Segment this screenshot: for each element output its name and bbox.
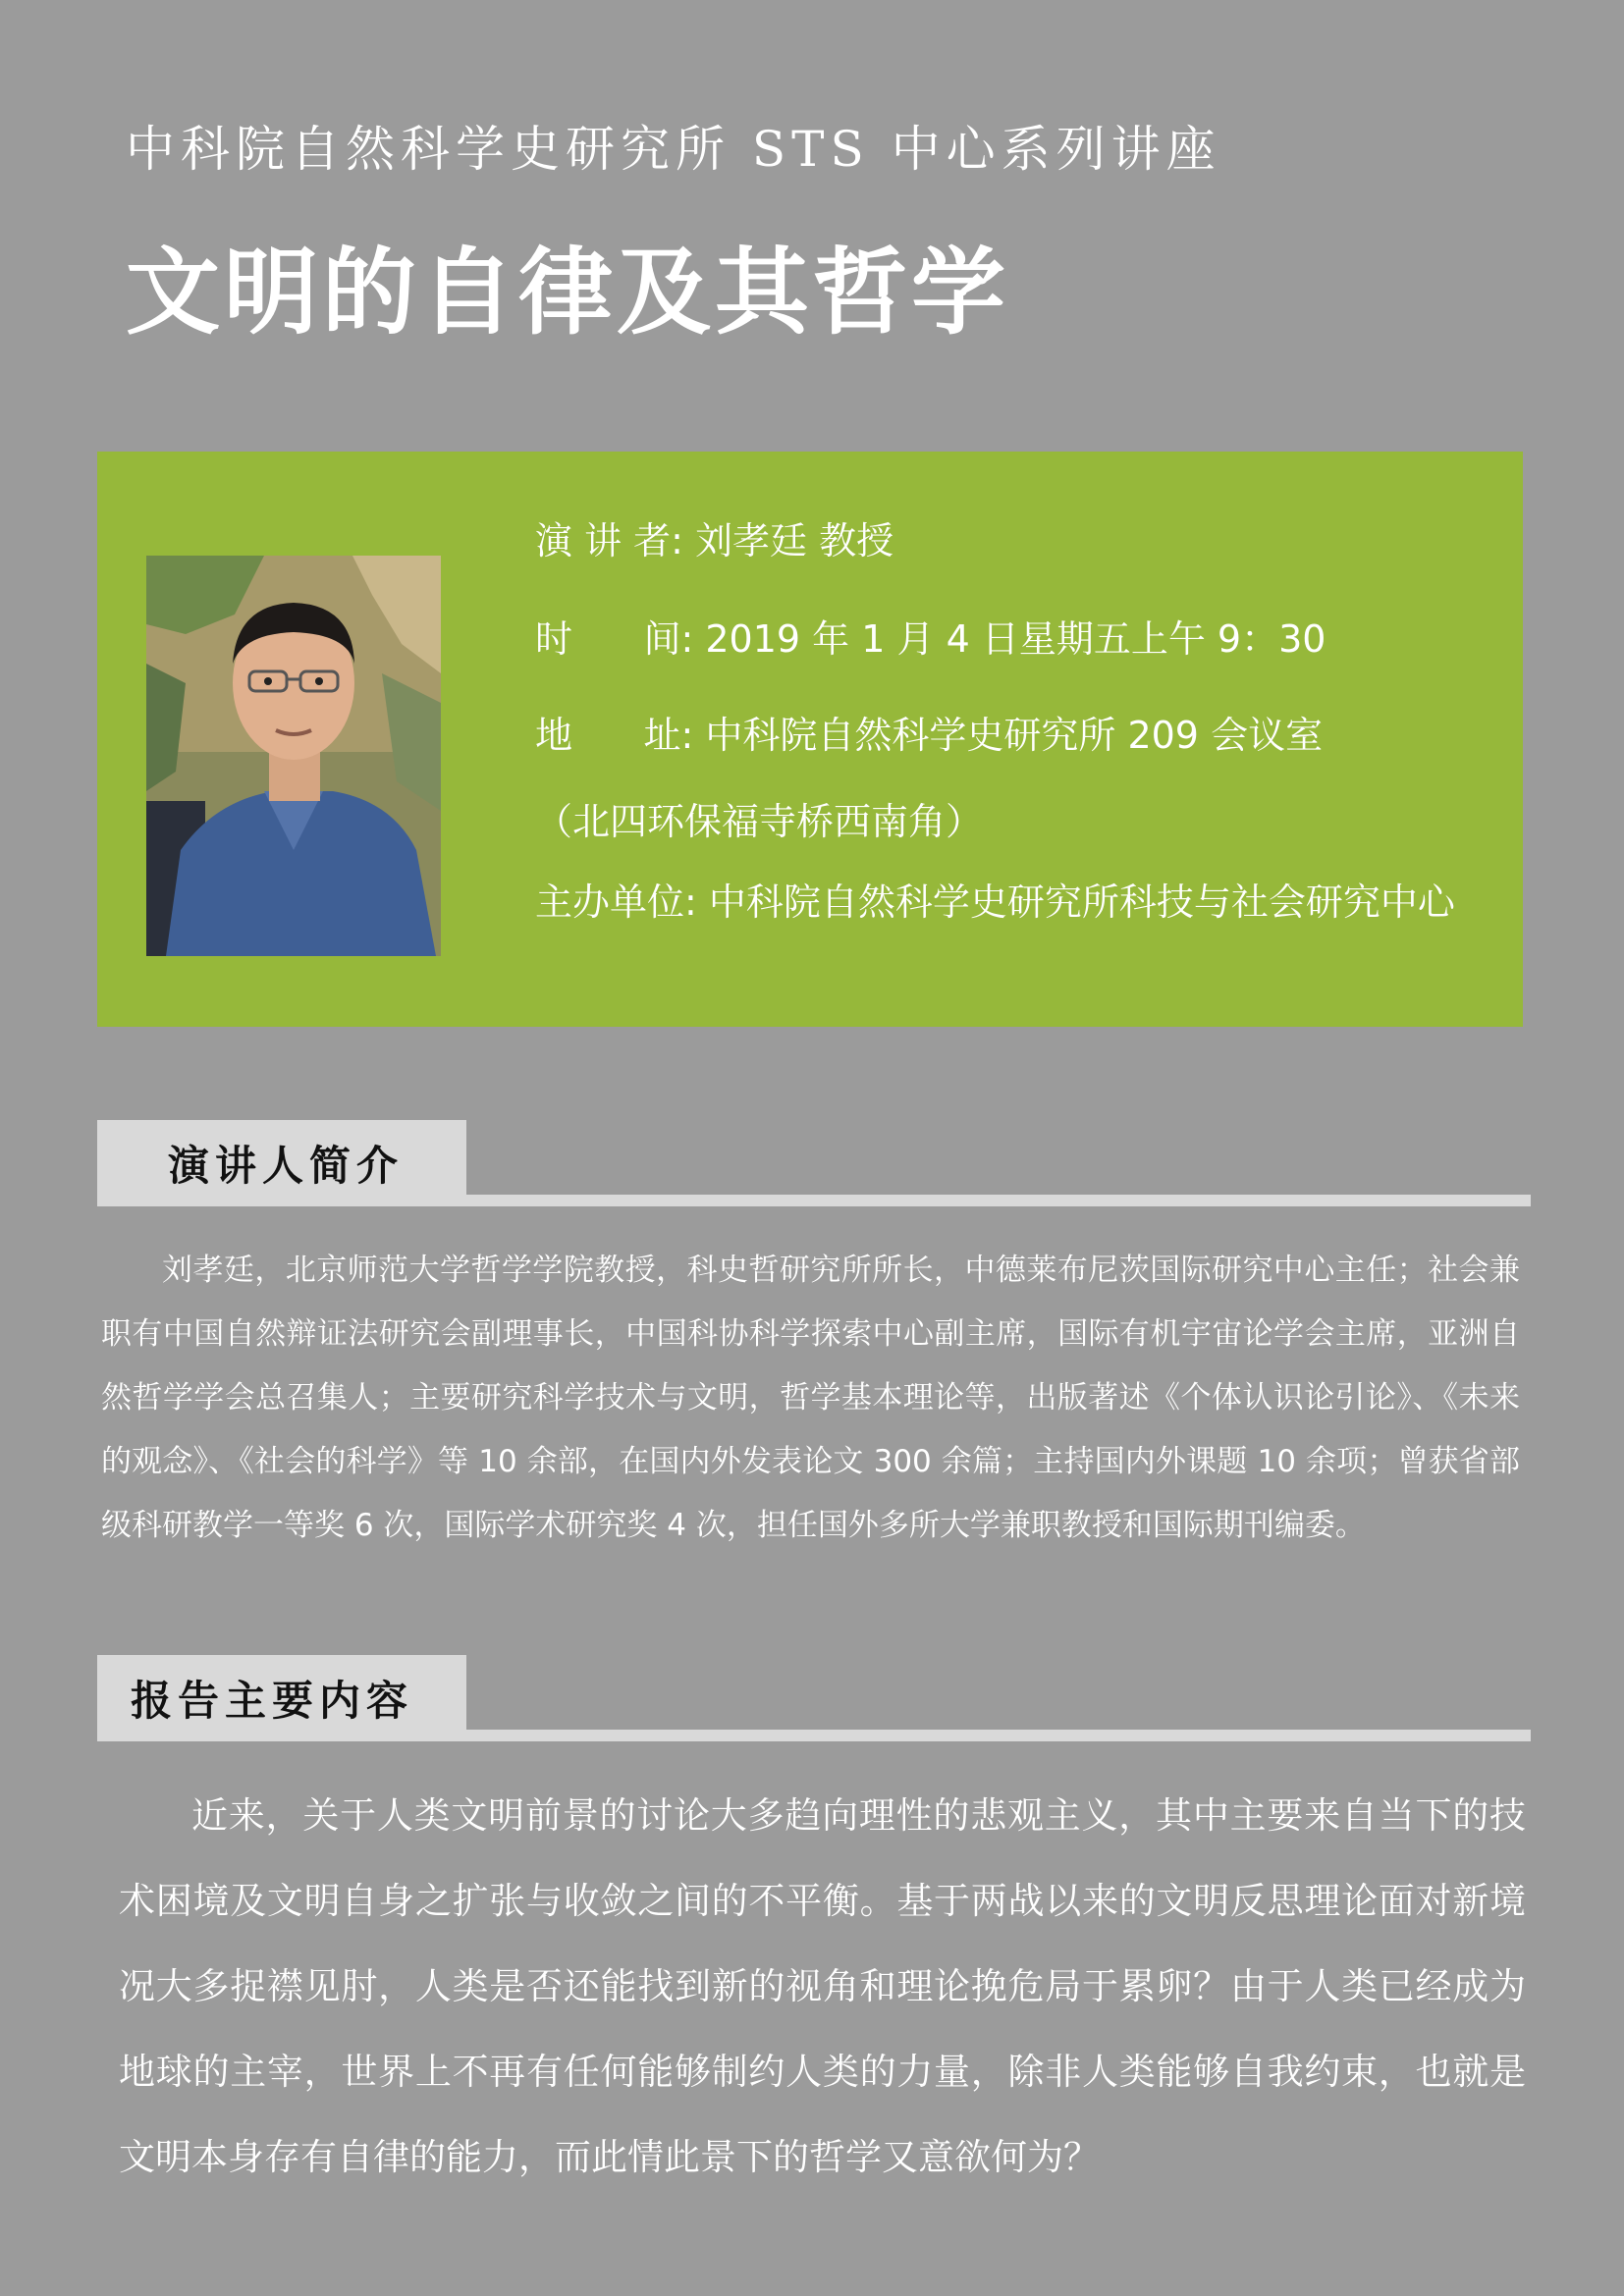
host-value: 中科院自然科学史研究所科技与社会研究中心 [708,881,1455,924]
place-label: 地 址: [535,714,694,757]
speaker-bio [101,1239,1520,1558]
time-label: 时 间: [535,617,694,661]
place-value: 中科院自然科学史研究所 209 会议室 [705,714,1324,757]
content-section-divider [466,1730,1531,1741]
lecture-series-subtitle: 中科院自然科学史研究所 STS 中心系列讲座 [126,121,1221,178]
time-row [535,617,1326,661]
bio-section-divider [466,1195,1531,1206]
lecture-title: 文明的自律及其哲学 [126,238,1009,347]
lecture-info-panel [97,452,1523,1027]
host-row [535,881,1455,924]
speaker-row [535,519,894,562]
speaker-bio-text: 刘孝廷，北京师范大学哲学学院教授，科史哲研究所所长，中德莱布尼茨国际研究中心主任；社会兼职有中国自然辩证法研究会副理事长，中国科协科学探索中心副主席，国际有机宇宙论学会主席，亚洲自然哲学学会总召集人；主要研究科学技术与文明，哲学基本理论等，出版著述《个体认识论引论》、《未来的观念》、《社会的科学》等 10 余部，在国内外发表论文 300 余篇；主持国内外课题 10 余项；曾获省部级科研教学一等奖 6 次，国际学术研究奖 4 次，担任国外多所大学兼职教授和国际期刊编委。 [101,1253,1520,1543]
speaker-label: 演 讲 者: [535,519,683,562]
host-label: 主办单位: [535,881,697,924]
lecture-abstract-text: 近来，关于人类文明前景的讨论大多趋向理性的悲观主义，其中主要来自当下的技术困境及文明自身之扩张与收敛之间的不平衡。基于两战以来的文明反思理论面对新境况大多捉襟见肘，人类是否还能找到新的视角和理论挽危局于累卵？由于人类已经成为地球的主宰，世界上不再有任何能够制约人类的力量，除非人类能够自我约束，也就是文明本身存有自律的能力，而此情此景下的哲学又意欲何为？ [119,1794,1526,2178]
content-section-title: 报告主要内容 [97,1655,466,1741]
place-note: （北四环保福寺桥西南角） [535,800,984,843]
place-row [535,714,1324,757]
lecture-abstract [119,1773,1526,2200]
time-value: 2019 年 1 月 4 日星期五上午 9：30 [705,617,1326,661]
speaker-photo [146,556,441,956]
speaker-value: 刘孝廷 教授 [695,519,894,562]
bio-section-title: 演讲人简介 [97,1120,466,1206]
